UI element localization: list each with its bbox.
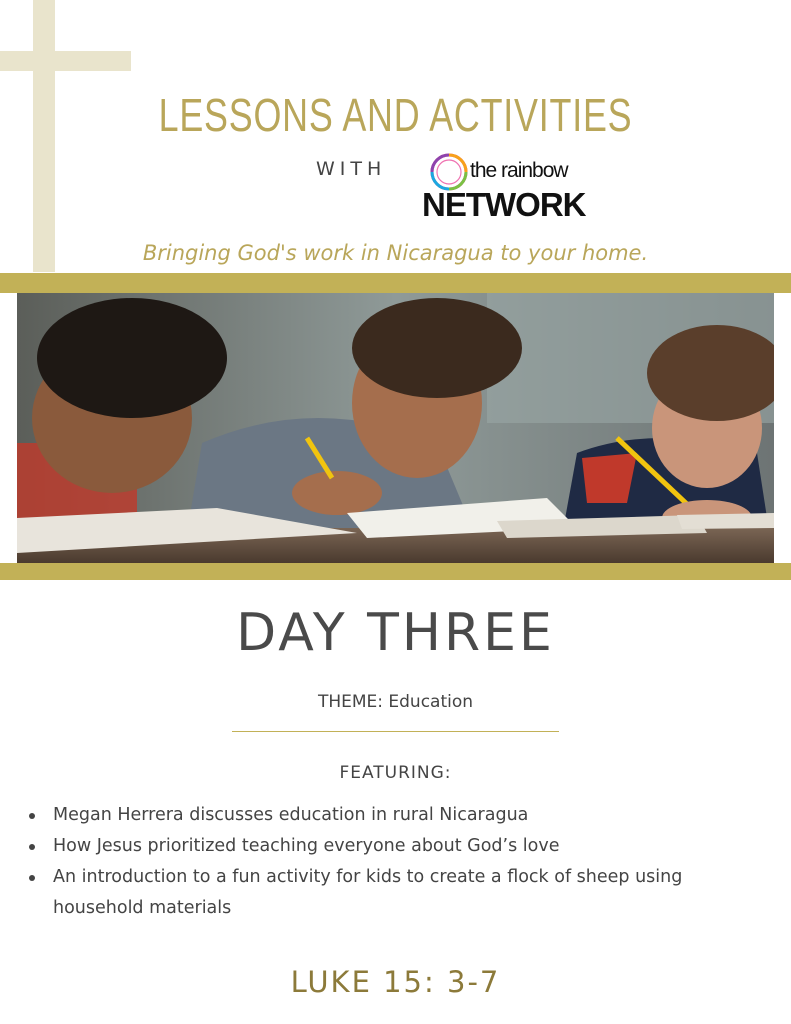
bullet-icon (29, 875, 35, 881)
page-title: LESSONS AND ACTIVITIES (158, 89, 633, 141)
list-item (25, 831, 765, 862)
list-item-text: Megan Herrera discusses education in rural Nicaragua (53, 805, 529, 825)
bullet-icon (29, 813, 35, 819)
tagline: Bringing God's work in Nicaragua to your home. (142, 241, 649, 265)
classroom-photo (17, 293, 774, 563)
gold-band-top (0, 273, 791, 293)
bullet-icon (29, 844, 35, 850)
scripture-reference: LUKE 15: 3-7 (290, 965, 501, 999)
cross-decoration-horizontal (0, 51, 131, 71)
featuring-label: FEATURING: (339, 763, 452, 783)
logo-text-big: NETWORK (422, 186, 586, 223)
with-label: WITH (316, 158, 387, 180)
divider (232, 731, 559, 732)
logo-text-small: the rainbow (470, 159, 568, 182)
rainbow-network-logo (422, 148, 607, 224)
theme-label: THEME: Education (317, 692, 474, 712)
list-item (25, 862, 765, 924)
list-item-text: How Jesus prioritized teaching everyone about God’s love (53, 836, 560, 856)
gold-band-bottom (0, 563, 791, 580)
featuring-list (25, 800, 765, 924)
list-item-text: An introduction to a fun activity for kids to create a flock of sheep using household materials (53, 867, 683, 918)
day-heading: DAY THREE (236, 603, 555, 663)
list-item (25, 800, 765, 831)
cross-decoration-vertical (33, 0, 55, 272)
